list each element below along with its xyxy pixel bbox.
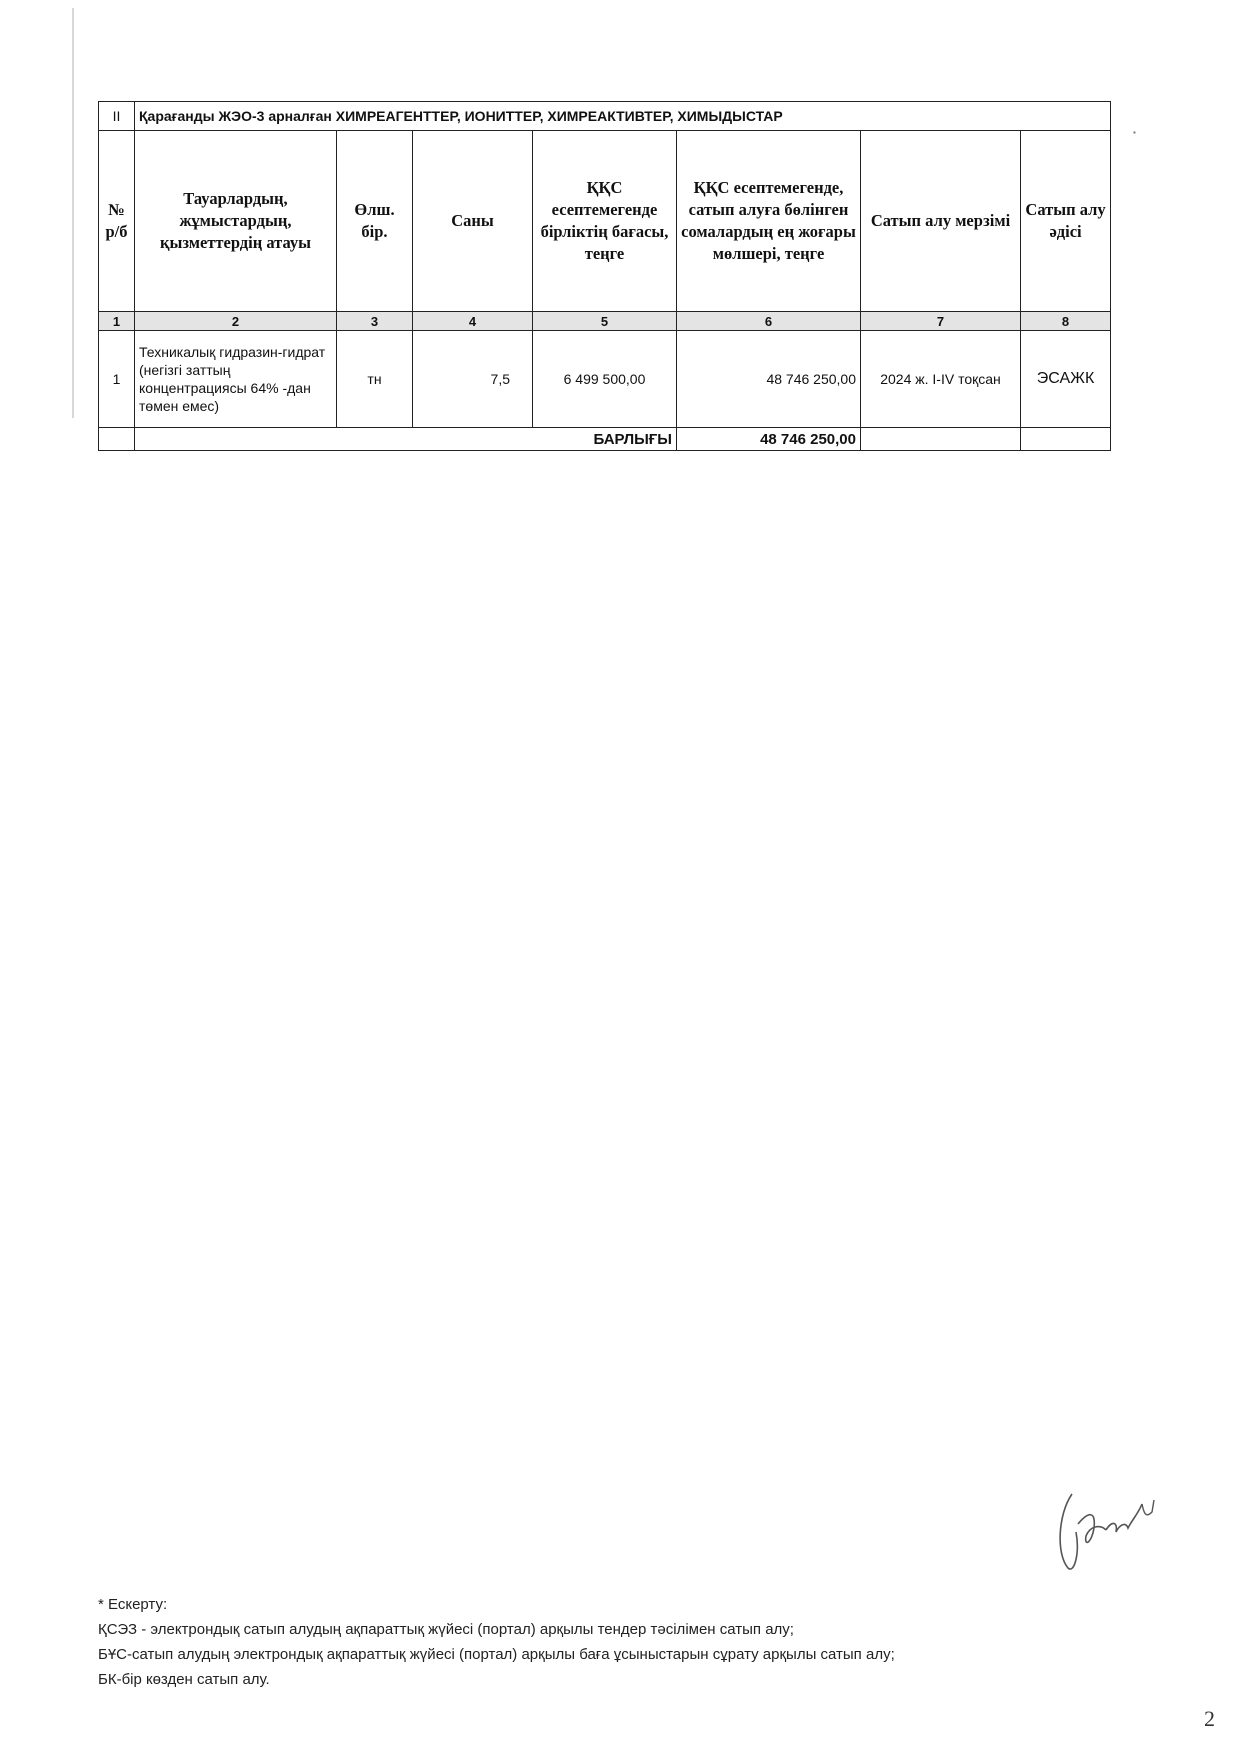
handwritten-signature <box>1054 1484 1164 1574</box>
notes-line: БК-бір көзден сатып алу. <box>98 1671 270 1688</box>
notes-block <box>98 1592 1158 1692</box>
column-number: 1 <box>99 312 135 331</box>
header-unit-price: ҚҚС есептемегенде бірліктің бағасы, теңге <box>533 131 677 312</box>
section-title-main: ХИМРЕАГЕНТТЕР, ИОНИТТЕР, ХИМРЕАКТИВТЕР, ХИМЫДЫСТАР <box>335 108 783 124</box>
notes-line: ҚСЭЗ - электрондық сатып алудың ақпараттық жүйесі (портал) арқылы тендер тәсілімен сатып алу; <box>98 1621 794 1638</box>
row-qty: 7,5 <box>413 331 533 428</box>
section-title-prefix: Қарағанды ЖЭО-3 арналған <box>139 108 332 124</box>
scan-edge-line <box>72 8 74 418</box>
total-empty-cell <box>99 428 135 451</box>
scan-dot-mark: ▪ <box>1133 128 1136 137</box>
table-row <box>99 331 1111 428</box>
total-value: 48 746 250,00 <box>677 428 861 451</box>
section-title <box>135 102 1111 131</box>
page-number: 2 <box>1204 1706 1215 1731</box>
total-label: БАРЛЫҒЫ <box>135 428 677 451</box>
row-period: 2024 ж. I-IV тоқсан <box>861 331 1021 428</box>
header-num: № р/б <box>99 131 135 312</box>
row-method: ЭСАЖК <box>1021 331 1111 428</box>
section-title-row <box>99 102 1111 131</box>
header-qty: Саны <box>413 131 533 312</box>
procurement-table <box>98 101 1111 451</box>
row-unit-price: 6 499 500,00 <box>533 331 677 428</box>
row-name: Техникалық гидразин-гидрат (негізгі заттың концентрациясы 64% -дан төмен емес) <box>135 331 337 428</box>
header-row <box>99 131 1111 312</box>
total-row <box>99 428 1111 451</box>
header-max-amount: ҚҚС есептемегенде, сатып алуға бөлінген сомалардың ең жоғары мөлшері, теңге <box>677 131 861 312</box>
section-number: II <box>99 102 135 131</box>
column-number: 7 <box>861 312 1021 331</box>
row-unit: тн <box>337 331 413 428</box>
column-number: 6 <box>677 312 861 331</box>
column-number-row <box>99 312 1111 331</box>
total-empty-cell <box>861 428 1021 451</box>
column-number: 5 <box>533 312 677 331</box>
header-period: Сатып алу мерзімі <box>861 131 1021 312</box>
header-unit: Өлш. бір. <box>337 131 413 312</box>
column-number: 2 <box>135 312 337 331</box>
total-empty-cell <box>1021 428 1111 451</box>
header-name: Тауарлардың, жұмыстардың, қызметтердің атауы <box>135 131 337 312</box>
row-num: 1 <box>99 331 135 428</box>
column-number: 8 <box>1021 312 1111 331</box>
column-number: 4 <box>413 312 533 331</box>
notes-title: * Ескерту: <box>98 1596 168 1613</box>
row-max-amount: 48 746 250,00 <box>677 331 861 428</box>
header-method: Сатып алу әдісі <box>1021 131 1111 312</box>
notes-line: БҰС-сатып алудың электрондық ақпараттық жүйесі (портал) арқылы баға ұсыныстарын сұрату арқылы сатып алу; <box>98 1646 895 1663</box>
column-number: 3 <box>337 312 413 331</box>
